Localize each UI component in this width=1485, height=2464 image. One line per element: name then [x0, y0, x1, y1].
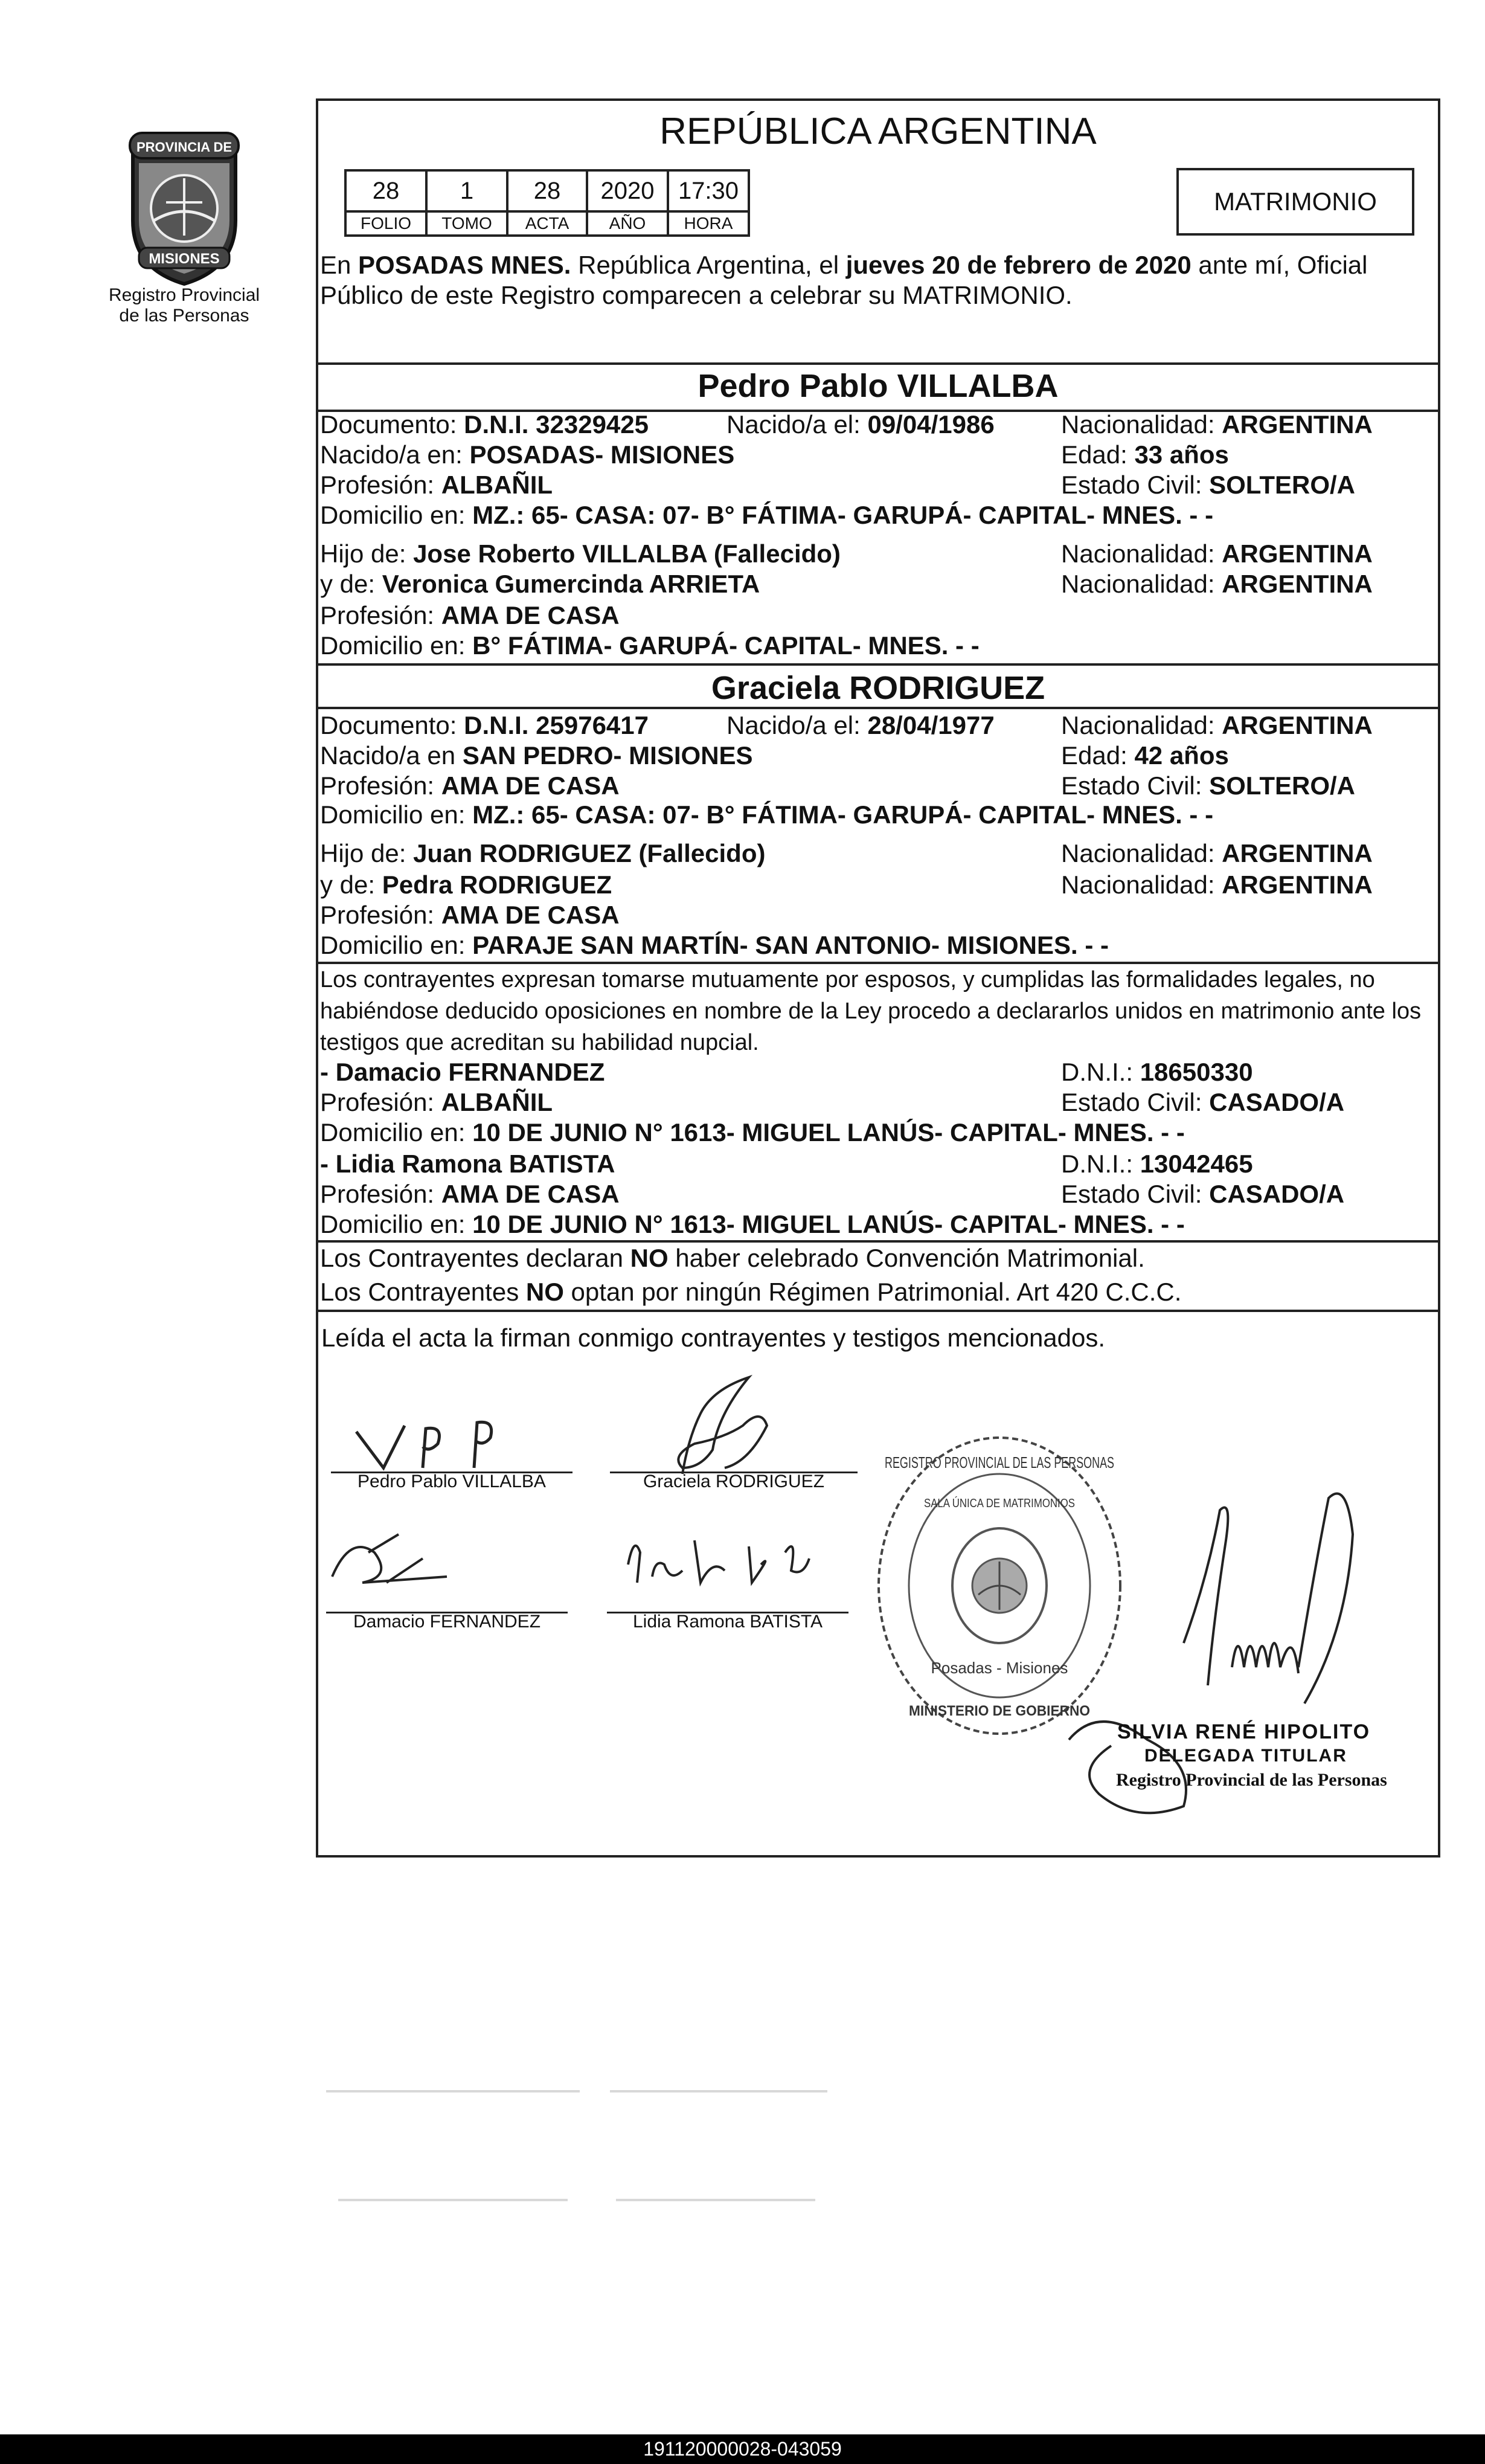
declaration-text: Los contrayentes expresan tomarse mutuamente por esposos, y cumplidas las formalidades legales, no habiéndose deducido oposiciones en nombre de la Ley procedo a declararlos unidos en matrimonio ante los testigos que acreditan su habilidad nupcial.: [320, 967, 1422, 1055]
groom-birthdate: Nacido/a el: 09/04/1986: [726, 410, 995, 439]
groom-nationality: Nacionalidad: ARGENTINA: [1061, 410, 1373, 439]
act-type: MATRIMONIO: [1214, 187, 1377, 216]
witness1-dni: D.N.I.: 18650330: [1061, 1058, 1253, 1086]
witness2-address: Domicilio en: 10 DE JUNIO N° 1613- MIGUEL LANÚS- CAPITAL- MNES. - -: [320, 1210, 1185, 1238]
witness2-signature: [628, 1540, 809, 1583]
bride-parent-address: Domicilio en: PARAJE SAN MARTÍN- SAN ANTONIO- MISIONES. - -: [320, 931, 1109, 959]
groom-mother: y de: Veronica Gumercinda ARRIETA: [320, 570, 760, 598]
seal-city-text: Posadas - Misiones: [931, 1659, 1068, 1677]
groom-parent-address: Domicilio en: B° FÁTIMA- GARUPÁ- CAPITAL- MNES. - -: [320, 631, 980, 660]
bride-mother: y de: Pedra RODRIGUEZ: [320, 870, 612, 899]
official-office: Registro Provincial de las Personas: [1116, 1770, 1387, 1790]
rule-header: [316, 362, 1440, 365]
scan-id: 191120000028-043059: [643, 2438, 842, 2460]
emblem-text-top: PROVINCIA DE: [136, 140, 233, 155]
groom-signature: [356, 1422, 492, 1468]
witness1-name: - Damacio FERNANDEZ: [320, 1058, 605, 1086]
bride-father-nationality: Nacionalidad: ARGENTINA: [1061, 839, 1373, 867]
witness1-signature-caption: Damacio FERNANDEZ: [353, 1612, 541, 1632]
rule-closing: [316, 1310, 1440, 1312]
bride-mother-nationality: Nacionalidad: ARGENTINA: [1061, 870, 1373, 899]
logo-caption-line1: Registro Provincial: [108, 285, 260, 305]
groom-signature-caption: Pedro Pablo VILLALBA: [358, 1472, 546, 1491]
signature-scribbles: [326, 1377, 870, 1631]
witness2-name: - Lidia Ramona BATISTA: [320, 1150, 615, 1178]
bride-profession: Profesión: AMA DE CASA: [320, 771, 620, 800]
page-title: REPÚBLICA ARGENTINA: [659, 111, 1097, 152]
groom-profession: Profesión: ALBAÑIL: [320, 471, 553, 499]
hora-value: 17:30: [668, 170, 749, 211]
acta-value: 28: [507, 170, 587, 211]
witness1-address: Domicilio en: 10 DE JUNIO N° 1613- MIGUEL LANÚS- CAPITAL- MNES. - -: [320, 1118, 1185, 1147]
registry-emblem: [121, 130, 248, 287]
faint-line: [338, 2199, 568, 2201]
hora-label: HORA: [668, 211, 749, 236]
bride-civil-status: Estado Civil: SOLTERO/A: [1061, 771, 1355, 800]
rule-convention: [316, 1240, 1440, 1243]
witness2-signature-caption: Lidia Ramona BATISTA: [632, 1612, 823, 1632]
regime-text: Los Contrayentes NO optan por ningún Régimen Patrimonial. Art 420 C.C.C.: [320, 1278, 1182, 1306]
bride-parent-profession: Profesión: AMA DE CASA: [320, 901, 620, 929]
emblem-text-bottom: MISIONES: [149, 251, 220, 267]
groom-name: Pedro Pablo VILLALBA: [698, 368, 1059, 404]
bride-birthdate: Nacido/a el: 28/04/1977: [726, 711, 995, 739]
anio-value: 2020: [587, 170, 668, 211]
bride-signature-caption: Graciela RODRIGUEZ: [643, 1472, 825, 1491]
groom-mother-nationality: Nacionalidad: ARGENTINA: [1061, 570, 1373, 598]
seal-bottom-text: MINISTERIO DE GOBIERNO: [909, 1703, 1090, 1719]
witness1-signature: [332, 1534, 447, 1583]
groom-father-nationality: Nacionalidad: ARGENTINA: [1061, 539, 1373, 568]
groom-father: Hijo de: Jose Roberto VILLALBA (Fallecido): [320, 539, 841, 568]
bride-nationality: Nacionalidad: ARGENTINA: [1061, 711, 1373, 739]
scan-id-strip: [0, 2434, 1485, 2464]
logo-caption-line2: de las Personas: [119, 306, 249, 326]
bride-father: Hijo de: Juan RODRIGUEZ (Fallecido): [320, 839, 766, 867]
rule-bride-top: [316, 663, 1440, 666]
official-role: DELEGADA TITULAR: [1144, 1746, 1347, 1766]
groom-birthplace: Nacido/a en: POSADAS- MISIONES: [320, 440, 735, 469]
witness1-civil-status: Estado Civil: CASADO/A: [1061, 1088, 1345, 1116]
intro-date: jueves 20 de febrero de 2020: [845, 251, 1192, 279]
bride-signature: [678, 1377, 767, 1474]
act-type-box: [1176, 168, 1414, 236]
closing-text: Leída el acta la firman conmigo contrayentes y testigos mencionados.: [321, 1324, 1106, 1352]
faint-line: [610, 2090, 827, 2092]
convention-text: Los Contrayentes declaran NO haber celebrado Convención Matrimonial.: [320, 1244, 1145, 1272]
seal-outer-text: REGISTRO PROVINCIAL DE LAS PERSONAS: [885, 1453, 1114, 1472]
official-name: SILVIA RENÉ HIPOLITO: [1117, 1720, 1371, 1743]
tomo-value: 1: [426, 170, 507, 211]
witness2-civil-status: Estado Civil: CASADO/A: [1061, 1180, 1345, 1208]
witness2-profession: Profesión: AMA DE CASA: [320, 1180, 620, 1208]
seal-inner-text: SALA ÚNICA DE MATRIMONIOS: [924, 1497, 1104, 1510]
intro-text: En POSADAS MNES. República Argentina, el jueves 20 de febrero de 2020 ante mí, Oficial Público de este Registro comparecen a celebrar su MATRIMONIO.: [320, 251, 1368, 309]
bride-name: Graciela RODRIGUEZ: [711, 670, 1045, 706]
register-table: [344, 169, 750, 237]
bride-age: Edad: 42 años: [1061, 741, 1229, 770]
folio-label: FOLIO: [345, 211, 426, 236]
groom-document: Documento: D.N.I. 32329425: [320, 410, 649, 439]
faint-line: [616, 2199, 815, 2201]
anio-label: AÑO: [587, 211, 668, 236]
logo-caption: [91, 285, 278, 326]
faint-line: [326, 2090, 580, 2092]
bride-document: Documento: D.N.I. 25976417: [320, 711, 649, 739]
witness2-dni: D.N.I.: 13042465: [1061, 1150, 1253, 1178]
rule-bride-name: [316, 707, 1440, 709]
bride-birthplace: Nacido/a en SAN PEDRO- MISIONES: [320, 741, 753, 770]
bride-address: Domicilio en: MZ.: 65- CASA: 07- B° FÁTIMA- GARUPÁ- CAPITAL- MNES. - -: [320, 800, 1214, 829]
groom-address: Domicilio en: MZ.: 65- CASA: 07- B° FÁTIMA- GARUPÁ- CAPITAL- MNES. - -: [320, 501, 1214, 529]
groom-parent-profession: Profesión: AMA DE CASA: [320, 601, 620, 629]
intro-place: POSADAS MNES.: [358, 251, 571, 279]
witness1-profession: Profesión: ALBAÑIL: [320, 1088, 553, 1116]
groom-civil-status: Estado Civil: SOLTERO/A: [1061, 471, 1355, 499]
folio-value: 28: [345, 170, 426, 211]
tomo-label: TOMO: [426, 211, 507, 236]
groom-age: Edad: 33 años: [1061, 440, 1229, 469]
acta-label: ACTA: [507, 211, 587, 236]
